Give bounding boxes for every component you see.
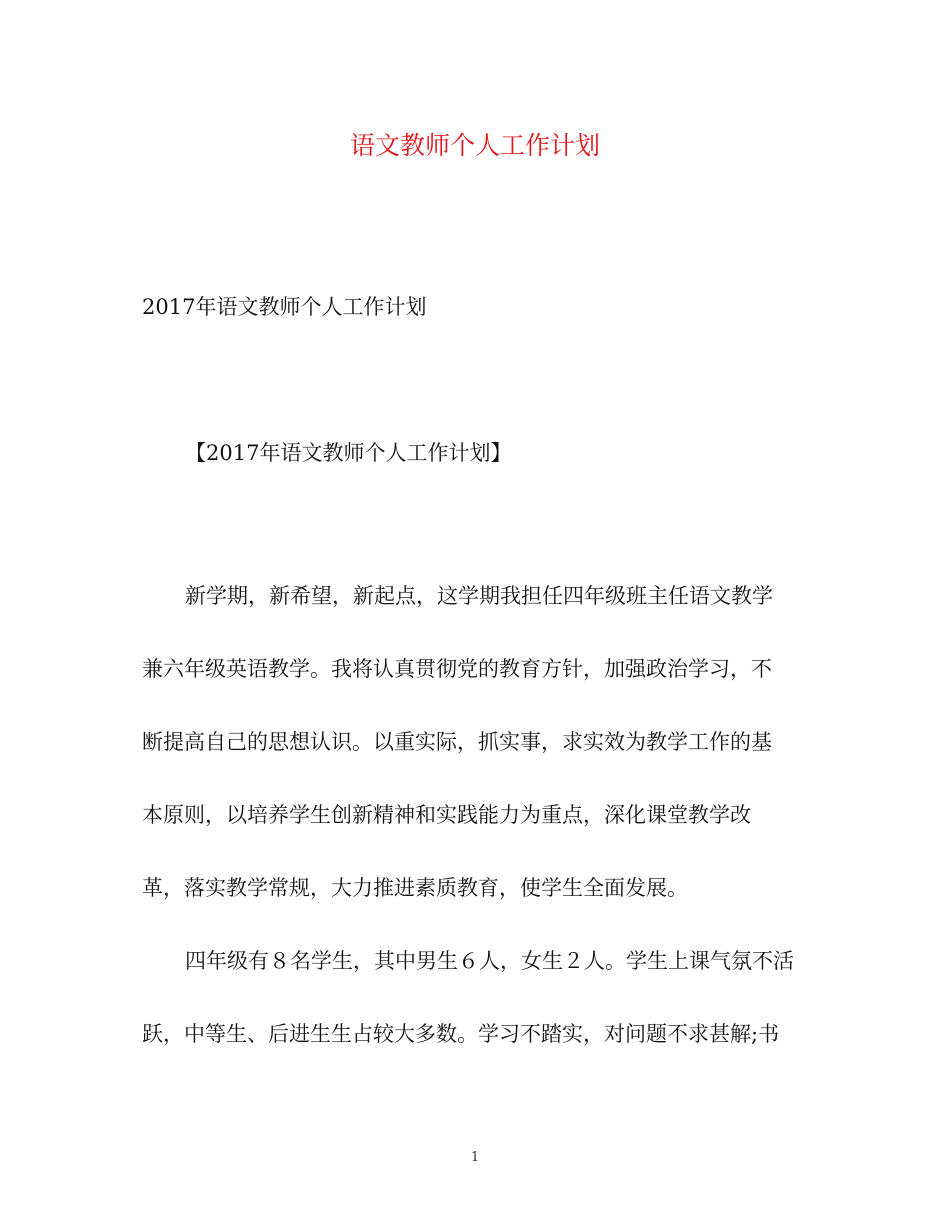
bracket-heading: 【2017年语文教师个人工作计划】 <box>185 441 512 465</box>
paragraph-line: 新学期，新希望，新起点，这学期我担任四年级班主任语文教学 <box>185 584 773 608</box>
document-title: 语文教师个人工作计划 <box>349 131 600 160</box>
paragraph-line: 跃，中等生、后进生生占较大多数。学习不踏实，对问题不求甚解;书 <box>142 1022 780 1046</box>
paragraph-line: 本原则，以培养学生创新精神和实践能力为重点，深化课堂教学改 <box>142 803 751 827</box>
paragraph-line: 四年级有８名学生，其中男生６人，女生２人。学生上课气氛不活 <box>185 949 794 973</box>
document-subtitle: 2017年语文教师个人工作计划 <box>142 295 427 319</box>
page-number: 1 <box>470 1150 480 1165</box>
paragraph-line: 兼六年级英语教学。我将认真贯彻党的教育方针，加强政治学习，不 <box>142 657 772 681</box>
paragraph-line: 革，落实教学常规，大力推进素质教育，使学生全面发展。 <box>142 876 688 900</box>
paragraph-line: 断提高自己的思想认识。以重实际，抓实事，求实效为教学工作的基 <box>142 730 772 754</box>
